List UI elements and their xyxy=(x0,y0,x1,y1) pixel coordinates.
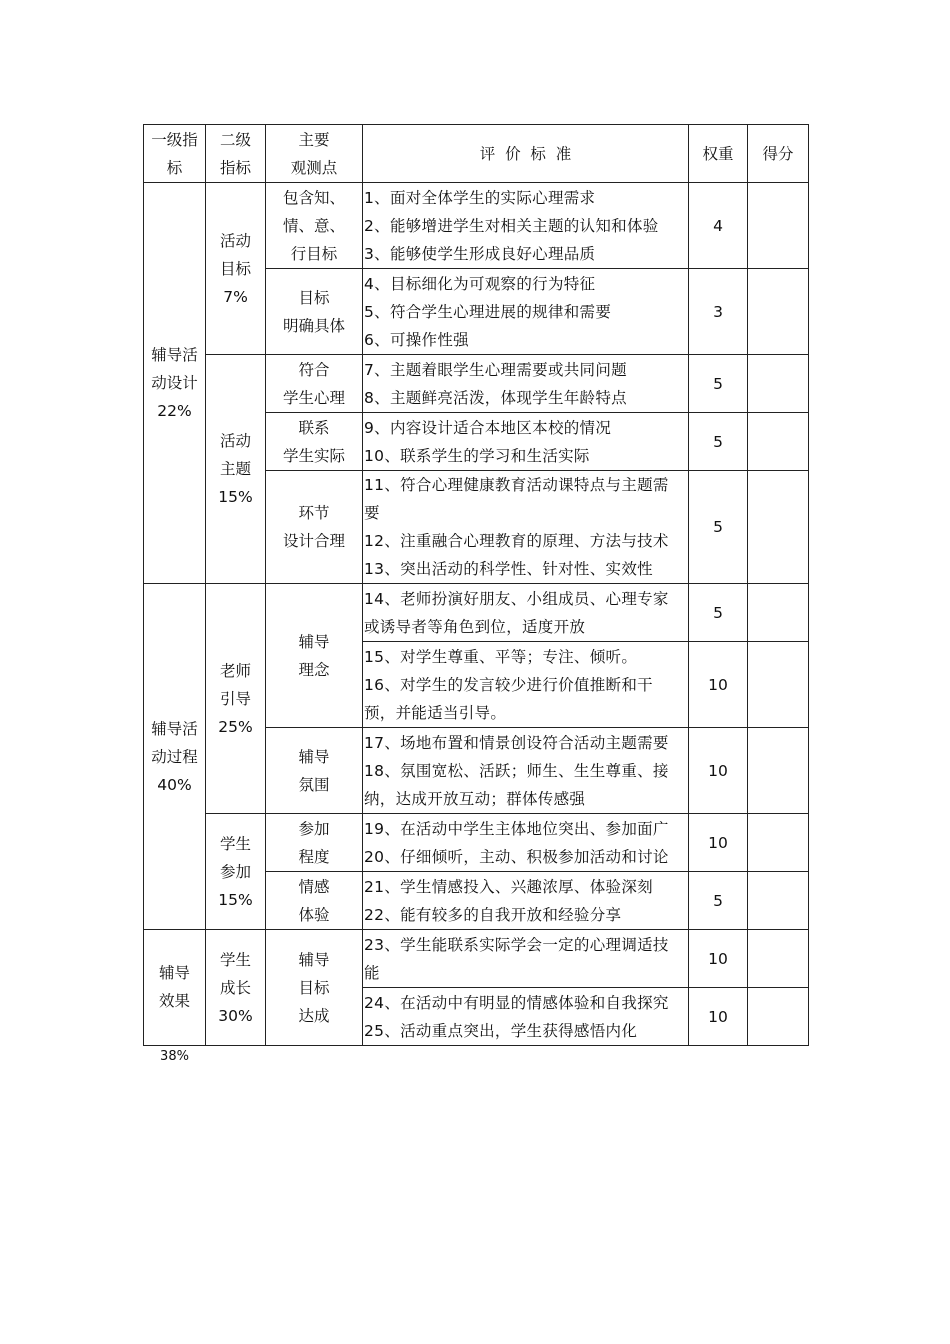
level2-cell xyxy=(206,355,266,584)
observe-line: 辅导 xyxy=(298,747,330,766)
criteria-line: 预，并能适当引导。 xyxy=(364,703,507,722)
level2-line: 活动 xyxy=(219,231,251,250)
level2-line: 引导 xyxy=(219,689,251,708)
score-cell[interactable] xyxy=(748,930,809,988)
level2-line: 目标 xyxy=(219,259,251,278)
criteria-line: 22、能有较多的自我开放和经验分享 xyxy=(364,905,622,924)
weight-cell: 5 xyxy=(689,872,748,930)
level2-line: 老师 xyxy=(219,661,251,680)
level2-line: 参加 xyxy=(219,862,251,881)
level2-line: 主题 xyxy=(219,460,251,478)
header-level1-line: 一级指 xyxy=(151,130,198,149)
criteria-line: 17、场地布置和情景创设符合活动主题需要 xyxy=(364,733,669,752)
criteria-cell xyxy=(363,471,689,584)
table-row xyxy=(144,355,809,413)
observe-line: 符合 xyxy=(298,360,330,379)
level1-cell xyxy=(144,584,206,930)
evaluation-rubric-table xyxy=(143,124,809,1064)
observe-line: 氛围 xyxy=(298,775,330,794)
criteria-line: 10、联系学生的学习和生活实际 xyxy=(364,446,590,465)
criteria-line: 21、学生情感投入、兴趣浓厚、体验深刻 xyxy=(364,877,653,896)
observe-cell xyxy=(266,584,363,728)
table-row xyxy=(144,814,809,872)
criteria-cell xyxy=(363,269,689,355)
criteria-line: 15、对学生尊重、平等；专注、倾听。 xyxy=(364,647,638,666)
observe-line: 参加 xyxy=(298,819,330,838)
score-cell[interactable] xyxy=(748,471,809,584)
level1-line: 38% xyxy=(160,1048,189,1064)
level1-cell xyxy=(144,930,206,1064)
observe-cell xyxy=(266,814,363,872)
observe-line: 情、意、 xyxy=(282,216,345,235)
level1-line: 40% xyxy=(157,775,192,794)
criteria-line: 24、在活动中有明显的情感体验和自我探究 xyxy=(364,993,669,1012)
criteria-line: 19、在活动中学生主体地位突出、参加面广 xyxy=(364,819,669,838)
level1-line: 辅导活 xyxy=(151,719,198,738)
observe-cell xyxy=(266,269,363,355)
weight-cell: 5 xyxy=(689,584,748,642)
criteria-cell xyxy=(363,183,689,269)
header-criteria: 评 价 标 准 xyxy=(363,125,689,183)
observe-cell xyxy=(266,355,363,413)
criteria-line: 23、学生能联系实际学会一定的心理调适技 xyxy=(364,935,669,954)
observe-line: 学生实际 xyxy=(282,446,345,465)
criteria-line: 5、符合学生心理进展的规律和需要 xyxy=(364,302,612,321)
level2-line: 15% xyxy=(218,488,253,506)
observe-line: 体验 xyxy=(298,905,330,924)
criteria-line: 11、符合心理健康教育活动课特点与主题需 xyxy=(364,476,669,494)
level2-cell xyxy=(206,584,266,814)
observe-line: 联系 xyxy=(298,418,330,437)
criteria-cell xyxy=(363,413,689,471)
criteria-line: 2、能够增进学生对相关主题的认知和体验 xyxy=(364,216,659,235)
observe-cell xyxy=(266,471,363,584)
score-cell[interactable] xyxy=(748,355,809,413)
table-row xyxy=(144,183,809,269)
observe-line: 目标 xyxy=(298,288,330,307)
header-row xyxy=(144,125,809,183)
criteria-line: 纳，达成开放互动；群体传感强 xyxy=(364,789,586,808)
criteria-line: 20、仔细倾听，主动、积极参加活动和讨论 xyxy=(364,847,669,866)
observe-line: 明确具体 xyxy=(282,316,345,335)
observe-line: 设计合理 xyxy=(282,532,345,550)
level1-line: 辅导活 xyxy=(151,346,198,364)
criteria-cell xyxy=(363,814,689,872)
observe-line: 学生心理 xyxy=(282,388,345,407)
table-row xyxy=(144,584,809,642)
weight-cell: 5 xyxy=(689,413,748,471)
header-observe-line: 观测点 xyxy=(290,158,338,177)
header-observe xyxy=(266,125,363,183)
score-cell[interactable] xyxy=(748,872,809,930)
level2-line: 学生 xyxy=(219,950,251,969)
observe-line: 情感 xyxy=(298,877,330,896)
observe-line: 包含知、 xyxy=(282,188,345,207)
header-level2 xyxy=(206,125,266,183)
observe-line: 理念 xyxy=(298,660,330,679)
criteria-line: 9、内容设计适合本地区本校的情况 xyxy=(364,418,612,437)
score-cell[interactable] xyxy=(748,584,809,642)
observe-line: 辅导 xyxy=(298,632,330,651)
observe-line: 目标 xyxy=(298,978,330,997)
header-observe-line: 主要 xyxy=(298,130,330,149)
criteria-line: 4、目标细化为可观察的行为特征 xyxy=(364,274,596,293)
observe-cell xyxy=(266,872,363,930)
criteria-cell xyxy=(363,988,689,1046)
score-cell[interactable] xyxy=(748,728,809,814)
criteria-cell xyxy=(363,930,689,988)
observe-line: 辅导 xyxy=(298,950,330,969)
weight-cell: 10 xyxy=(689,814,748,872)
header-level2-line: 二级 xyxy=(219,130,251,149)
header-level1 xyxy=(144,125,206,183)
level2-line: 30% xyxy=(218,1006,253,1025)
level2-line: 15% xyxy=(218,890,253,909)
criteria-line: 能 xyxy=(364,963,380,982)
observe-cell xyxy=(266,183,363,269)
weight-cell: 4 xyxy=(689,183,748,269)
header-score: 得分 xyxy=(748,125,809,183)
header-level2-line: 指标 xyxy=(219,158,251,177)
criteria-cell xyxy=(363,642,689,728)
criteria-line: 或诱导者等角色到位，适度开放 xyxy=(364,617,586,636)
score-cell[interactable] xyxy=(748,183,809,269)
observe-cell xyxy=(266,413,363,471)
level2-line: 7% xyxy=(223,287,248,306)
observe-line: 达成 xyxy=(298,1006,330,1025)
observe-line: 行目标 xyxy=(290,244,338,263)
observe-cell xyxy=(266,728,363,814)
criteria-cell xyxy=(363,355,689,413)
level1-line: 动过程 xyxy=(151,747,198,766)
criteria-line: 6、可操作性强 xyxy=(364,330,469,349)
level1-line: 辅导 xyxy=(158,963,190,982)
level2-cell xyxy=(206,183,266,355)
observe-line: 环节 xyxy=(298,504,330,522)
level1-line: 22% xyxy=(157,402,192,420)
weight-cell: 3 xyxy=(689,269,748,355)
level2-cell xyxy=(206,930,266,1046)
level2-cell xyxy=(206,814,266,930)
criteria-line: 14、老师扮演好朋友、小组成员、心理专家 xyxy=(364,589,669,608)
level2-line: 活动 xyxy=(219,432,251,450)
weight-cell: 5 xyxy=(689,471,748,584)
level1-line xyxy=(144,1015,205,1043)
criteria-line: 18、氛围宽松、活跃；师生、生生尊重、接 xyxy=(364,761,669,780)
weight-cell: 10 xyxy=(689,988,748,1046)
score-cell[interactable] xyxy=(748,269,809,355)
observe-line: 程度 xyxy=(298,847,330,866)
criteria-line: 16、对学生的发言较少进行价值推断和干 xyxy=(364,675,653,694)
criteria-line: 25、活动重点突出，学生获得感悟内化 xyxy=(364,1021,638,1040)
criteria-line: 8、主题鲜亮活泼，体现学生年龄特点 xyxy=(364,388,627,407)
criteria-line: 13、突出活动的科学性、针对性、实效性 xyxy=(364,560,653,578)
criteria-cell xyxy=(363,728,689,814)
score-cell[interactable] xyxy=(748,642,809,728)
score-cell[interactable] xyxy=(748,814,809,872)
criteria-line: 要 xyxy=(364,504,380,522)
weight-cell: 5 xyxy=(689,355,748,413)
criteria-line: 12、注重融合心理教育的原理、方法与技术 xyxy=(364,532,669,550)
header-weight: 权重 xyxy=(689,125,748,183)
weight-cell: 10 xyxy=(689,930,748,988)
level1-line: 动设计 xyxy=(151,374,198,392)
level2-line: 学生 xyxy=(219,834,251,853)
header-level1-line: 标 xyxy=(166,158,183,177)
score-cell[interactable] xyxy=(748,413,809,471)
score-cell[interactable] xyxy=(748,988,809,1046)
criteria-cell xyxy=(363,584,689,642)
criteria-line: 3、能够使学生形成良好心理品质 xyxy=(364,244,596,263)
level1-line: 效果 xyxy=(158,991,190,1010)
observe-cell xyxy=(266,930,363,1046)
level2-line: 成长 xyxy=(219,978,251,997)
level1-cell xyxy=(144,183,206,584)
weight-cell: 10 xyxy=(689,728,748,814)
table-row xyxy=(144,930,809,988)
weight-cell: 10 xyxy=(689,642,748,728)
criteria-cell xyxy=(363,872,689,930)
level2-line: 25% xyxy=(218,717,253,736)
criteria-line: 7、主题着眼学生心理需要或共同问题 xyxy=(364,360,627,379)
criteria-line: 1、面对全体学生的实际心理需求 xyxy=(364,188,596,207)
